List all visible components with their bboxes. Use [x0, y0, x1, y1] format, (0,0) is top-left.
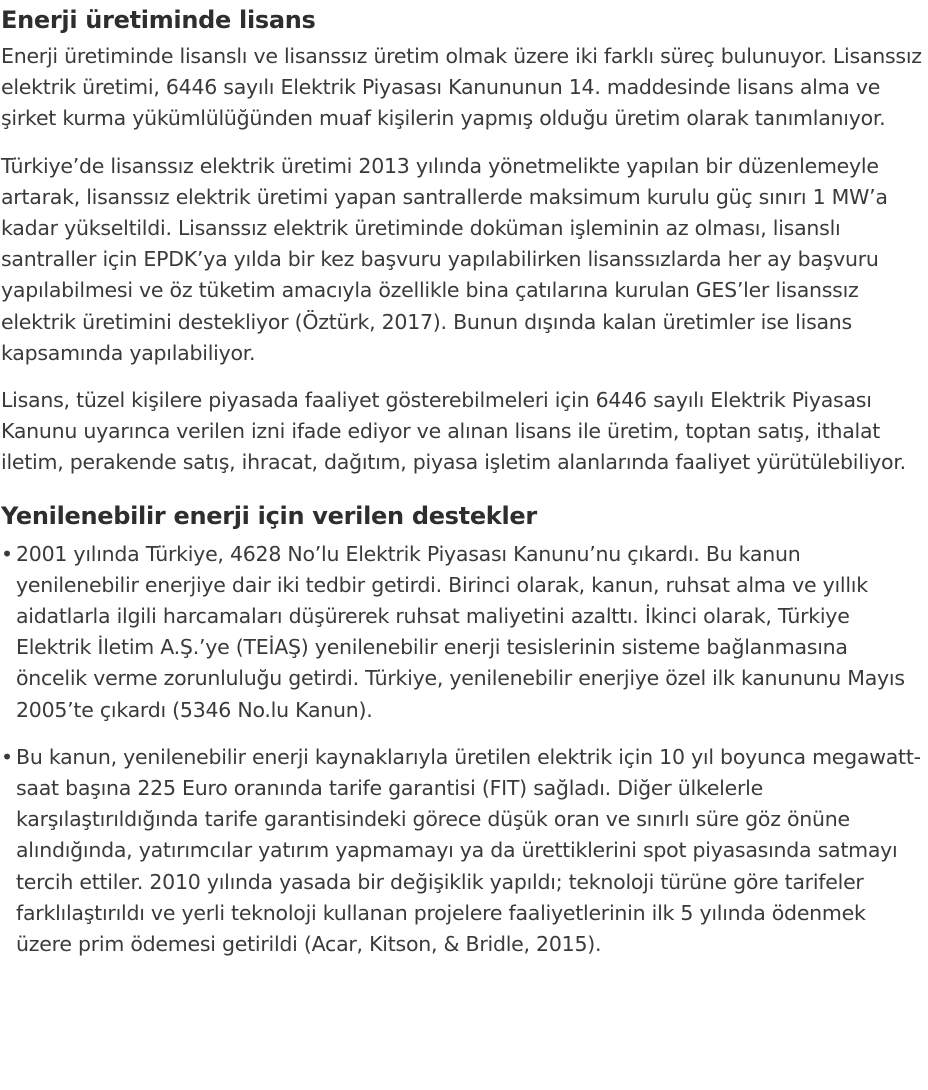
bullet-marker: •	[1, 541, 13, 566]
list-item	[1, 742, 924, 960]
list-item-text: 2001 yılında Türkiye, 4628 No’lu Elektrik Piyasası Kanunu’nu çıkardı. Bu kanun yenilenebilir enerjiye dair iki tedbir getirdi. Birinci olarak, kanun, ruhsat alma ve yıllık aidatlarla ilgili harcamaları düşürerek ruhsat maliyetini azalttı. İkinci olarak, Türkiye Elektrik İletim A.Ş.’ye (TEİAŞ) yenilenebilir enerji tesislerinin sisteme bağlanmasına öncelik verme zorunluluğu getirdi. Türkiye, yenilenebilir enerjiye özel ilk kanununu Mayıs 2005’te çıkardı (5346 No.lu Kanun).	[16, 541, 905, 722]
support-bullet-list	[1, 539, 924, 961]
paragraph-licensing-intro: Enerji üretiminde lisanslı ve lisanssız üretim olmak üzere iki farklı süreç bulunuyor. Lisanssız elektrik üretimi, 6446 sayılı Elektrik Piyasası Kanununun 14. maddesinde lisans alma ve şirket kurma yükümlülüğünden muaf kişilerin yapmış olduğu üretim olarak tanımlanıyor.	[1, 44, 922, 131]
list-item-text: Bu kanun, yenilenebilir enerji kaynaklarıyla üretilen elektrik için 10 yıl boyunca megawatt-saat başına 225 Euro oranında tarife garantisi (FIT) sağladı. Diğer ülkelerle karşılaştırıldığında tarife garantisindeki görece düşük oran ve sınırlı süre göz önüne alındığında, yatırımcılar yatırım yapmamayı ya da ürettiklerini spot piyasasında satmayı tercih ettiler. 2010 yılında yasada bir değişiklik yapıldı; teknoloji türüne göre tarifeler farklılaştırıldı ve yerli teknoloji kullanan projelere faaliyetlerinin ilk 5 yılında ödenmek üzere prim ödemesi getirildi (Acar, Kitson, & Bridle, 2015).	[16, 744, 921, 957]
section-title-licensing: Enerji üretiminde lisans	[1, 6, 316, 34]
paragraph-license-definition: Lisans, tüzel kişilere piyasada faaliyet gösterebilmeleri için 6446 sayılı Elektrik Piyasası Kanunu uyarınca verilen izni ifade ediyor ve alınan lisans ile üretim, toptan satış, ithalat iletim, perakende satış, ihracat, dağıtım, piyasa işletim alanlarında faaliyet yürütülebiliyor.	[1, 388, 906, 475]
list-item	[1, 539, 924, 726]
paragraph-unlicensed-production: Türkiye’de lisanssız elektrik üretimi 2013 yılında yönetmelikte yapılan bir düzenlemeyle artarak, lisanssız elektrik üretimi yapan santrallerde maksimum kurulu güç sınırı 1 MW’a kadar yükseltildi. Lisanssız elektrik üretiminde doküman işleminin az olması, lisanslı santraller için EPDK’ya yılda bir kez başvuru yapılabilirken lisanssızlarda her ay başvuru yapılabilmesi ve öz tüketim amacıyla özellikle bina çatılarına kurulan GES’ler lisanssız elektrik üretimini destekliyor (Öztürk, 2017). Bunun dışında kalan üretimler ise lisans kapsamında yapılabiliyor.	[1, 153, 888, 365]
section-title-renewable-support: Yenilenebilir enerji için verilen destekler	[1, 501, 537, 530]
bullet-marker: •	[1, 744, 13, 769]
